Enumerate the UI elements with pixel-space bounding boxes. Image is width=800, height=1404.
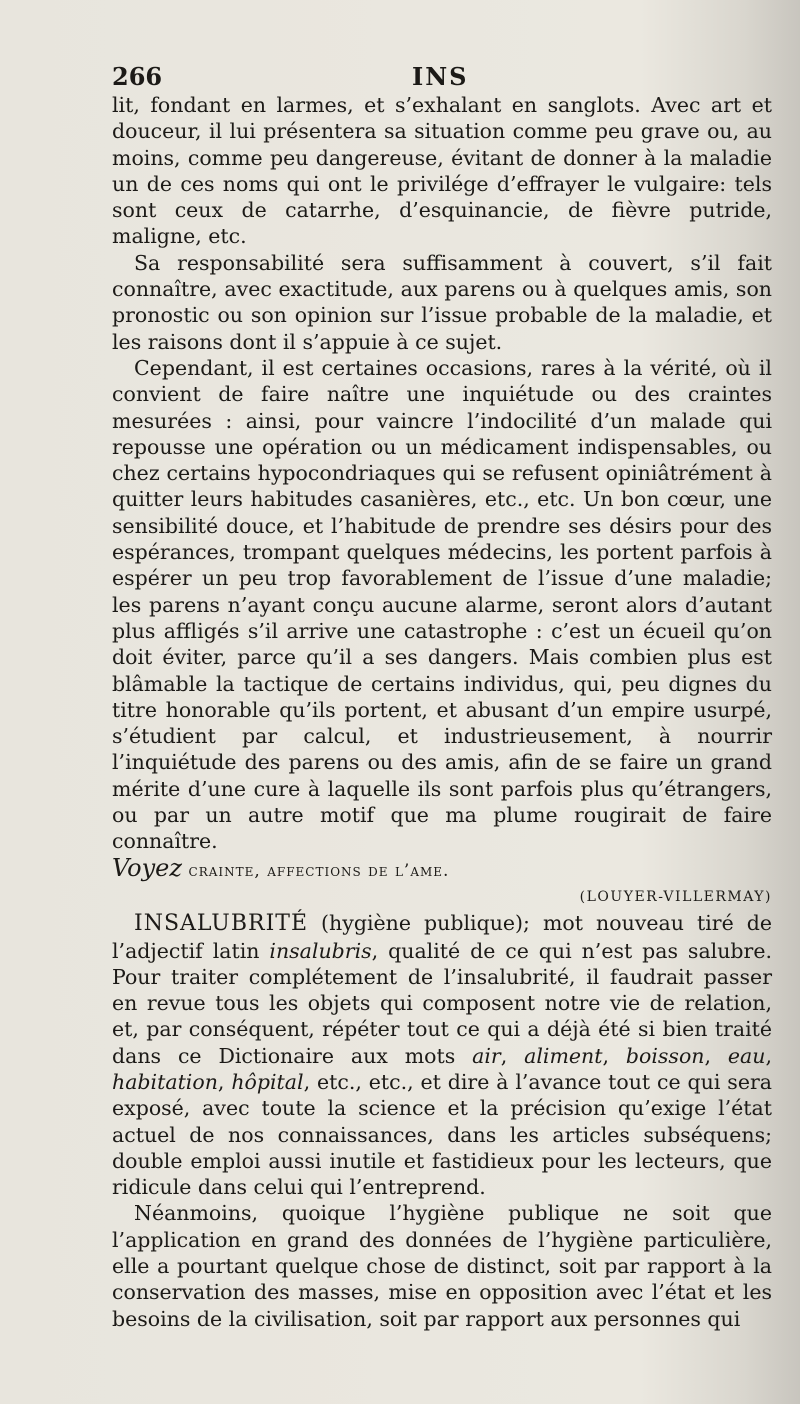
paragraph-continuation: lit, fondant en larmes, et s’exhalant en sanglots. Avec art et douceur, il lui présentera sa situation comme peu grave ou, au moins, comme peu dangereuse, évitant de donner à la maladie un de ces noms qui ont le privilége d’effrayer le vulgaire: tels sont ceux de catarrhe, d’esquinancie, de fièvre putride, maligne, etc. [112,93,772,249]
entry-headword: INSALUBRITÉ [134,911,309,937]
entry-after-latin: , qualité de ce qui n’est pas salubre. Pour traiter complétement de l’insalubrité, il faudrait passer en revue tous les objets qui composent notre vie de relation, et, par conséquent, répéter tout ce qui a déjà été si bien traité dans ce Dictionaire aux mots [112,938,772,1068]
entry-lead: (hygiène publique); mot nouveau tiré de l’adjectif latin [112,911,772,963]
page-body [112,92,772,1332]
entry-word-eau: eau [727,1043,766,1068]
author-signature: (LOUYER-VILLERMAY) [579,888,772,905]
see-also-line [112,855,772,884]
entry-insalubrite: INSALUBRITÉ (hygiène publique); mot nouveau tiré de l’adjectif latin insalubris, qualité de ce qui n’est pas salubre. Pour traiter complétement de l’insalubrité, il faudrait passer en revue tous les objets qui composent notre vie de relation, et, par conséquent, répéter tout ce qui a déjà été si bien traité dans ce Dictionaire aux mots air, aliment, boisson, eau, habitation, hôpital, etc., etc., et dire à l’avance tout ce qui sera exposé, avec toute la science et la précision qu’exige l’état actuel de nos connaissances, dans les articles subséquens; double emploi aussi inutile et fastidieux pour les lecteurs, que ridicule dans celui qui l’entreprend. [112,911,772,1200]
entry-word-boisson: boisson [625,1043,705,1068]
paragraph-neanmoins: Néanmoins, quoique l’hygiène publique ne soit que l’application en grand des données de l’hygiène particulière, elle a pourtant quelque chose de distinct, soit par rapport à la conservation des masses, mise en opposition avec l’état et les besoins de la civilisation, soit par rapport aux personnes qui [112,1201,772,1331]
page-number: 266 [112,62,163,91]
entry-tail: , etc., etc., et dire à l’avance tout ce qui sera exposé, avec toute la science et la précision qu’exige l’état actuel de nos connaissances, dans les articles subséquens; double emploi aussi inutile et fastidieux pour les lecteurs, que ridicule dans celui qui l’entreprend. [112,1069,772,1200]
paragraph-responsabilite: Sa responsabilité sera suffisamment à couvert, s’il fait connaître, avec exactitude, aux parens ou à quelques amis, son pronostic ou son opinion sur l’issue probable de la maladie, et les raisons dont il s’appuie à ce sujet. [112,250,772,354]
page-header [112,62,772,96]
voyez-label: Voyez [112,853,182,882]
paragraph-cependant: Cependant, il est certaines occasions, rares à la vérité, où il convient de faire naître une inquiétude ou des craintes mesurées : ainsi, pour vaincre l’indocilité d’un malade qui repousse une opération ou un médicament indispensables, ou chez certains hypocondriaques qui se refusent opiniâtrément à quitter leurs habitudes casanières, etc., etc. Un bon cœur, une sensibilité douce, et l’habitude de prendre ses désirs pour des espérances, trompant quelques médecins, les portent parfois à espérer un peu trop favorablement de l’issue d’une maladie; les parens n’ayant conçu aucune alarme, seront alors d’autant plus affligés s’il arrive une catastrophe : c’est un écueil qu’on doit éviter, parce qu’il a ses dangers. Mais combien plus est blâmable la tactique de certains individus, qui, peu dignes du titre honorable qu’ils portent, et abusant d’un empire usurpé, s’étudient par calcul, et industrieusement, à nourrir l’inquiétude des parens ou des amis, afin de se faire un grand mérite d’une cure à laquelle ils sont parfois plus qu’étrangers, ou par un autre motif que ma plume rougirait de faire connaître. [112,355,772,854]
see-also-refs: crainte, affections de l’ame. [188,860,450,881]
entry-word-habitation: habitation [112,1069,218,1094]
running-head: INS [412,62,469,91]
entry-word-air: air [472,1043,501,1068]
entry-word-aliment: aliment [524,1043,603,1068]
entry-latin-word: insalubris [269,938,372,963]
entry-word-hopital: hôpital [231,1069,304,1094]
